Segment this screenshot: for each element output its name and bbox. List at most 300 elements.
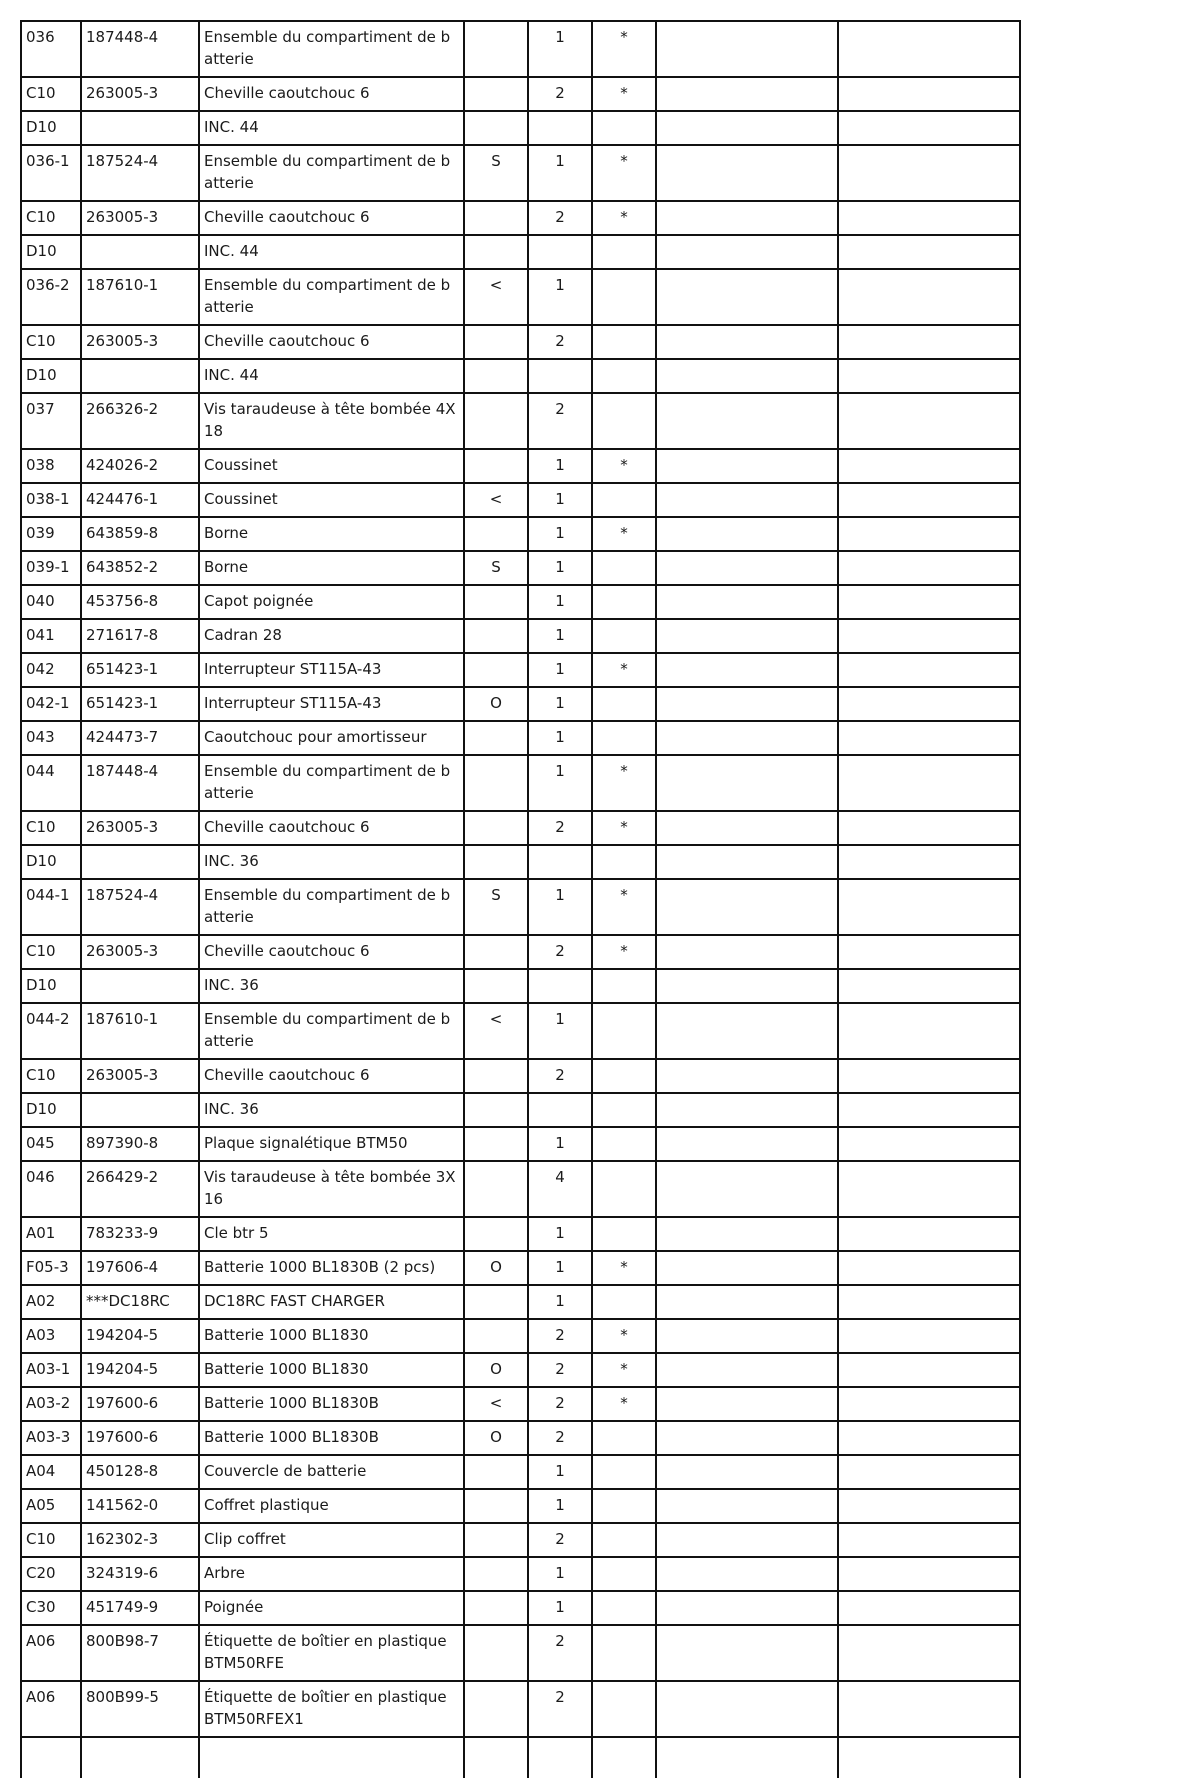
quantity-cell: 1 [528, 269, 592, 325]
empty-cell [464, 1737, 528, 1778]
star-mark-cell: * [592, 21, 656, 77]
empty-cell-2 [838, 811, 1020, 845]
description-cell: Cheville caoutchouc 6 [199, 201, 464, 235]
star-mark-cell: * [592, 517, 656, 551]
empty-cell-1 [656, 1093, 838, 1127]
ref-cell: C10 [21, 1523, 81, 1557]
part-number-cell: 451749-9 [81, 1591, 199, 1625]
quantity-cell: 1 [528, 1285, 592, 1319]
ref-cell: C10 [21, 1059, 81, 1093]
note-mark-cell: S [464, 551, 528, 585]
quantity-cell: 2 [528, 325, 592, 359]
part-number-cell: 197600-6 [81, 1421, 199, 1455]
empty-cell-1 [656, 393, 838, 449]
empty-cell-2 [838, 721, 1020, 755]
empty-cell-1 [656, 585, 838, 619]
part-number-cell: 263005-3 [81, 201, 199, 235]
ref-cell: A03-2 [21, 1387, 81, 1421]
table-row [21, 1421, 1020, 1455]
ref-cell: C10 [21, 77, 81, 111]
table-row [21, 359, 1020, 393]
ref-cell: D10 [21, 845, 81, 879]
ref-cell: 036-2 [21, 269, 81, 325]
description-cell: Caoutchouc pour amortisseur [199, 721, 464, 755]
star-mark-cell [592, 1523, 656, 1557]
quantity-cell: 1 [528, 653, 592, 687]
star-mark-cell [592, 1489, 656, 1523]
star-mark-cell [592, 845, 656, 879]
note-mark-cell: S [464, 145, 528, 201]
table-row [21, 1003, 1020, 1059]
quantity-cell: 1 [528, 1251, 592, 1285]
table-row [21, 1059, 1020, 1093]
description-cell: Ensemble du compartiment de batterie [199, 21, 464, 77]
table-row [21, 201, 1020, 235]
star-mark-cell [592, 585, 656, 619]
quantity-cell: 1 [528, 449, 592, 483]
empty-cell-2 [838, 77, 1020, 111]
empty-cell-2 [838, 1625, 1020, 1681]
table-row [21, 653, 1020, 687]
empty-cell-1 [656, 1455, 838, 1489]
part-number-cell: 271617-8 [81, 619, 199, 653]
note-mark-cell [464, 935, 528, 969]
part-number-cell [81, 235, 199, 269]
parts-table [20, 20, 1021, 1778]
empty-cell-2 [838, 1591, 1020, 1625]
star-mark-cell: * [592, 1353, 656, 1387]
empty-cell-2 [838, 1387, 1020, 1421]
part-number-cell: 424473-7 [81, 721, 199, 755]
note-mark-cell [464, 585, 528, 619]
star-mark-cell: * [592, 935, 656, 969]
empty-cell-1 [656, 619, 838, 653]
note-mark-cell [464, 1681, 528, 1737]
description-cell: Cle btr 5 [199, 1217, 464, 1251]
part-number-cell: 651423-1 [81, 653, 199, 687]
empty-cell-1 [656, 359, 838, 393]
star-mark-cell: * [592, 77, 656, 111]
description-cell: Cheville caoutchouc 6 [199, 811, 464, 845]
star-mark-cell [592, 1003, 656, 1059]
table-row [21, 1681, 1020, 1737]
quantity-cell: 1 [528, 483, 592, 517]
empty-cell-2 [838, 1251, 1020, 1285]
empty-cell-1 [656, 235, 838, 269]
star-mark-cell [592, 1421, 656, 1455]
part-number-cell: 651423-1 [81, 687, 199, 721]
empty-cell-1 [656, 653, 838, 687]
table-row [21, 325, 1020, 359]
note-mark-cell: O [464, 1421, 528, 1455]
part-number-cell: 187610-1 [81, 269, 199, 325]
quantity-cell [528, 111, 592, 145]
empty-cell-2 [838, 269, 1020, 325]
note-mark-cell [464, 325, 528, 359]
ref-cell: 044 [21, 755, 81, 811]
empty-cell-1 [656, 449, 838, 483]
table-row [21, 1557, 1020, 1591]
star-mark-cell [592, 1217, 656, 1251]
star-mark-cell [592, 619, 656, 653]
description-cell: Cadran 28 [199, 619, 464, 653]
part-number-cell: 800B98-7 [81, 1625, 199, 1681]
ref-cell: A03-3 [21, 1421, 81, 1455]
empty-cell-1 [656, 879, 838, 935]
note-mark-cell [464, 1127, 528, 1161]
ref-cell: 039 [21, 517, 81, 551]
note-mark-cell [464, 1319, 528, 1353]
ref-cell: C20 [21, 1557, 81, 1591]
quantity-cell: 1 [528, 585, 592, 619]
part-number-cell: 263005-3 [81, 811, 199, 845]
empty-cell-2 [838, 111, 1020, 145]
empty-cell-1 [656, 1557, 838, 1591]
quantity-cell: 2 [528, 1353, 592, 1387]
ref-cell: A03 [21, 1319, 81, 1353]
note-mark-cell [464, 969, 528, 1003]
description-cell: INC. 36 [199, 969, 464, 1003]
table-row [21, 935, 1020, 969]
empty-cell-1 [656, 845, 838, 879]
ref-cell: D10 [21, 1093, 81, 1127]
empty-cell [21, 1737, 81, 1778]
part-number-cell: 197606-4 [81, 1251, 199, 1285]
table-row [21, 449, 1020, 483]
empty-cell-1 [656, 77, 838, 111]
table-row [21, 77, 1020, 111]
ref-cell: A04 [21, 1455, 81, 1489]
table-row [21, 1489, 1020, 1523]
description-cell: Cheville caoutchouc 6 [199, 77, 464, 111]
empty-cell-2 [838, 653, 1020, 687]
table-row-empty [21, 1737, 1020, 1778]
table-row [21, 1591, 1020, 1625]
part-number-cell [81, 359, 199, 393]
empty-cell-1 [656, 1421, 838, 1455]
note-mark-cell [464, 77, 528, 111]
quantity-cell: 1 [528, 517, 592, 551]
table-row [21, 1127, 1020, 1161]
empty-cell-1 [656, 969, 838, 1003]
quantity-cell [528, 845, 592, 879]
empty-cell-2 [838, 1093, 1020, 1127]
table-row [21, 393, 1020, 449]
description-cell: Batterie 1000 BL1830 [199, 1319, 464, 1353]
table-row [21, 111, 1020, 145]
empty-cell-1 [656, 1003, 838, 1059]
part-number-cell: 197600-6 [81, 1387, 199, 1421]
ref-cell: D10 [21, 235, 81, 269]
note-mark-cell [464, 1217, 528, 1251]
note-mark-cell [464, 811, 528, 845]
description-cell: INC. 44 [199, 359, 464, 393]
note-mark-cell [464, 1161, 528, 1217]
description-cell: Vis taraudeuse à tête bombée 4X18 [199, 393, 464, 449]
table-row [21, 235, 1020, 269]
empty-cell-1 [656, 687, 838, 721]
description-cell: INC. 36 [199, 1093, 464, 1127]
empty-cell-1 [656, 483, 838, 517]
empty-cell-2 [838, 325, 1020, 359]
table-row [21, 1523, 1020, 1557]
empty-cell [656, 1737, 838, 1778]
ref-cell: C10 [21, 201, 81, 235]
ref-cell: D10 [21, 969, 81, 1003]
ref-cell: 036 [21, 21, 81, 77]
quantity-cell: 2 [528, 1625, 592, 1681]
part-number-cell [81, 845, 199, 879]
description-cell: Borne [199, 551, 464, 585]
empty-cell-2 [838, 935, 1020, 969]
part-number-cell: ***DC18RC [81, 1285, 199, 1319]
empty-cell-1 [656, 551, 838, 585]
table-row [21, 969, 1020, 1003]
part-number-cell: 266326-2 [81, 393, 199, 449]
table-row [21, 1387, 1020, 1421]
note-mark-cell: < [464, 1387, 528, 1421]
note-mark-cell [464, 1523, 528, 1557]
note-mark-cell [464, 1489, 528, 1523]
ref-cell: 037 [21, 393, 81, 449]
description-cell: Batterie 1000 BL1830 [199, 1353, 464, 1387]
quantity-cell: 1 [528, 721, 592, 755]
note-mark-cell [464, 1591, 528, 1625]
star-mark-cell: * [592, 1387, 656, 1421]
ref-cell: 044-2 [21, 1003, 81, 1059]
ref-cell: A01 [21, 1217, 81, 1251]
empty-cell-2 [838, 1681, 1020, 1737]
ref-cell: C10 [21, 811, 81, 845]
quantity-cell: 1 [528, 21, 592, 77]
note-mark-cell [464, 359, 528, 393]
star-mark-cell [592, 1681, 656, 1737]
ref-cell: 041 [21, 619, 81, 653]
note-mark-cell [464, 1093, 528, 1127]
empty-cell [592, 1737, 656, 1778]
empty-cell-2 [838, 359, 1020, 393]
part-number-cell: 187610-1 [81, 1003, 199, 1059]
quantity-cell: 1 [528, 1127, 592, 1161]
note-mark-cell [464, 235, 528, 269]
quantity-cell: 1 [528, 1217, 592, 1251]
description-cell: Batterie 1000 BL1830B [199, 1421, 464, 1455]
empty-cell-1 [656, 1591, 838, 1625]
note-mark-cell [464, 1455, 528, 1489]
table-row [21, 1353, 1020, 1387]
empty-cell-1 [656, 325, 838, 359]
quantity-cell [528, 235, 592, 269]
empty-cell-1 [656, 111, 838, 145]
note-mark-cell [464, 449, 528, 483]
part-number-cell: 194204-5 [81, 1319, 199, 1353]
empty-cell-1 [656, 201, 838, 235]
table-row [21, 21, 1020, 77]
empty-cell-2 [838, 483, 1020, 517]
ref-cell: A06 [21, 1681, 81, 1737]
note-mark-cell [464, 201, 528, 235]
quantity-cell: 1 [528, 145, 592, 201]
part-number-cell: 187448-4 [81, 755, 199, 811]
table-row [21, 619, 1020, 653]
empty-cell-1 [656, 1681, 838, 1737]
note-mark-cell [464, 517, 528, 551]
table-row [21, 1217, 1020, 1251]
quantity-cell: 2 [528, 1523, 592, 1557]
empty-cell-2 [838, 755, 1020, 811]
empty-cell [81, 1737, 199, 1778]
ref-cell: 038-1 [21, 483, 81, 517]
note-mark-cell [464, 619, 528, 653]
quantity-cell: 2 [528, 1681, 592, 1737]
note-mark-cell: O [464, 1353, 528, 1387]
star-mark-cell [592, 1455, 656, 1489]
empty-cell-1 [656, 1059, 838, 1093]
empty-cell-2 [838, 879, 1020, 935]
empty-cell-2 [838, 1523, 1020, 1557]
part-number-cell: 643859-8 [81, 517, 199, 551]
star-mark-cell: * [592, 1319, 656, 1353]
quantity-cell: 4 [528, 1161, 592, 1217]
quantity-cell: 2 [528, 935, 592, 969]
empty-cell-1 [656, 1217, 838, 1251]
description-cell: Ensemble du compartiment de batterie [199, 269, 464, 325]
ref-cell: C10 [21, 325, 81, 359]
note-mark-cell [464, 721, 528, 755]
table-row [21, 483, 1020, 517]
note-mark-cell [464, 111, 528, 145]
empty-cell-1 [656, 1319, 838, 1353]
part-number-cell: 263005-3 [81, 1059, 199, 1093]
star-mark-cell: * [592, 879, 656, 935]
part-number-cell: 424026-2 [81, 449, 199, 483]
empty-cell-2 [838, 1319, 1020, 1353]
quantity-cell: 2 [528, 201, 592, 235]
description-cell: Interrupteur ST115A-43 [199, 653, 464, 687]
empty-cell-1 [656, 1625, 838, 1681]
part-number-cell: 800B99-5 [81, 1681, 199, 1737]
empty-cell-1 [656, 721, 838, 755]
part-number-cell: 141562-0 [81, 1489, 199, 1523]
description-cell: Borne [199, 517, 464, 551]
empty-cell-2 [838, 1489, 1020, 1523]
table-row [21, 1455, 1020, 1489]
quantity-cell: 2 [528, 1421, 592, 1455]
ref-cell: F05-3 [21, 1251, 81, 1285]
part-number-cell [81, 1093, 199, 1127]
empty-cell-2 [838, 1127, 1020, 1161]
star-mark-cell: * [592, 1251, 656, 1285]
empty-cell-2 [838, 1353, 1020, 1387]
star-mark-cell [592, 1285, 656, 1319]
description-cell: Coffret plastique [199, 1489, 464, 1523]
table-row [21, 269, 1020, 325]
table-row [21, 1319, 1020, 1353]
note-mark-cell [464, 653, 528, 687]
ref-cell: 044-1 [21, 879, 81, 935]
quantity-cell: 1 [528, 1003, 592, 1059]
empty-cell-2 [838, 1003, 1020, 1059]
quantity-cell: 1 [528, 1455, 592, 1489]
quantity-cell: 1 [528, 1557, 592, 1591]
part-number-cell: 187524-4 [81, 145, 199, 201]
part-number-cell: 263005-3 [81, 935, 199, 969]
empty-cell-2 [838, 585, 1020, 619]
description-cell: Couvercle de batterie [199, 1455, 464, 1489]
star-mark-cell [592, 1591, 656, 1625]
ref-cell: A05 [21, 1489, 81, 1523]
quantity-cell: 1 [528, 619, 592, 653]
ref-cell: A03-1 [21, 1353, 81, 1387]
table-row [21, 551, 1020, 585]
empty-cell-1 [656, 935, 838, 969]
ref-cell: C10 [21, 935, 81, 969]
ref-cell: 040 [21, 585, 81, 619]
note-mark-cell: < [464, 1003, 528, 1059]
empty-cell-2 [838, 1285, 1020, 1319]
table-row [21, 1093, 1020, 1127]
quantity-cell: 1 [528, 755, 592, 811]
table-row [21, 145, 1020, 201]
description-cell: Coussinet [199, 449, 464, 483]
empty-cell-2 [838, 1217, 1020, 1251]
quantity-cell: 1 [528, 687, 592, 721]
ref-cell: 038 [21, 449, 81, 483]
quantity-cell: 2 [528, 811, 592, 845]
part-number-cell: 643852-2 [81, 551, 199, 585]
description-cell: Interrupteur ST115A-43 [199, 687, 464, 721]
note-mark-cell [464, 21, 528, 77]
description-cell: Capot poignée [199, 585, 464, 619]
table-row [21, 879, 1020, 935]
star-mark-cell [592, 325, 656, 359]
empty-cell-2 [838, 393, 1020, 449]
description-cell: Arbre [199, 1557, 464, 1591]
quantity-cell: 1 [528, 879, 592, 935]
part-number-cell: 453756-8 [81, 585, 199, 619]
quantity-cell: 2 [528, 1387, 592, 1421]
empty-cell-2 [838, 517, 1020, 551]
part-number-cell: 162302-3 [81, 1523, 199, 1557]
empty-cell-2 [838, 1421, 1020, 1455]
ref-cell: 036-1 [21, 145, 81, 201]
empty-cell-1 [656, 755, 838, 811]
description-cell: INC. 44 [199, 111, 464, 145]
parts-list-page [20, 20, 972, 1778]
ref-cell: C30 [21, 1591, 81, 1625]
description-cell: Clip coffret [199, 1523, 464, 1557]
table-row [21, 1251, 1020, 1285]
empty-cell-2 [838, 551, 1020, 585]
star-mark-cell [592, 111, 656, 145]
description-cell: Étiquette de boîtier en plastique BTM50RFE [199, 1625, 464, 1681]
empty-cell-1 [656, 517, 838, 551]
ref-cell: 043 [21, 721, 81, 755]
star-mark-cell [592, 1625, 656, 1681]
empty-cell-2 [838, 687, 1020, 721]
note-mark-cell [464, 845, 528, 879]
empty-cell-1 [656, 1161, 838, 1217]
empty-cell-1 [656, 145, 838, 201]
part-number-cell: 194204-5 [81, 1353, 199, 1387]
empty-cell-2 [838, 1557, 1020, 1591]
star-mark-cell: * [592, 201, 656, 235]
table-row [21, 517, 1020, 551]
star-mark-cell [592, 483, 656, 517]
table-row [21, 1161, 1020, 1217]
description-cell: Ensemble du compartiment de batterie [199, 1003, 464, 1059]
quantity-cell: 2 [528, 1059, 592, 1093]
